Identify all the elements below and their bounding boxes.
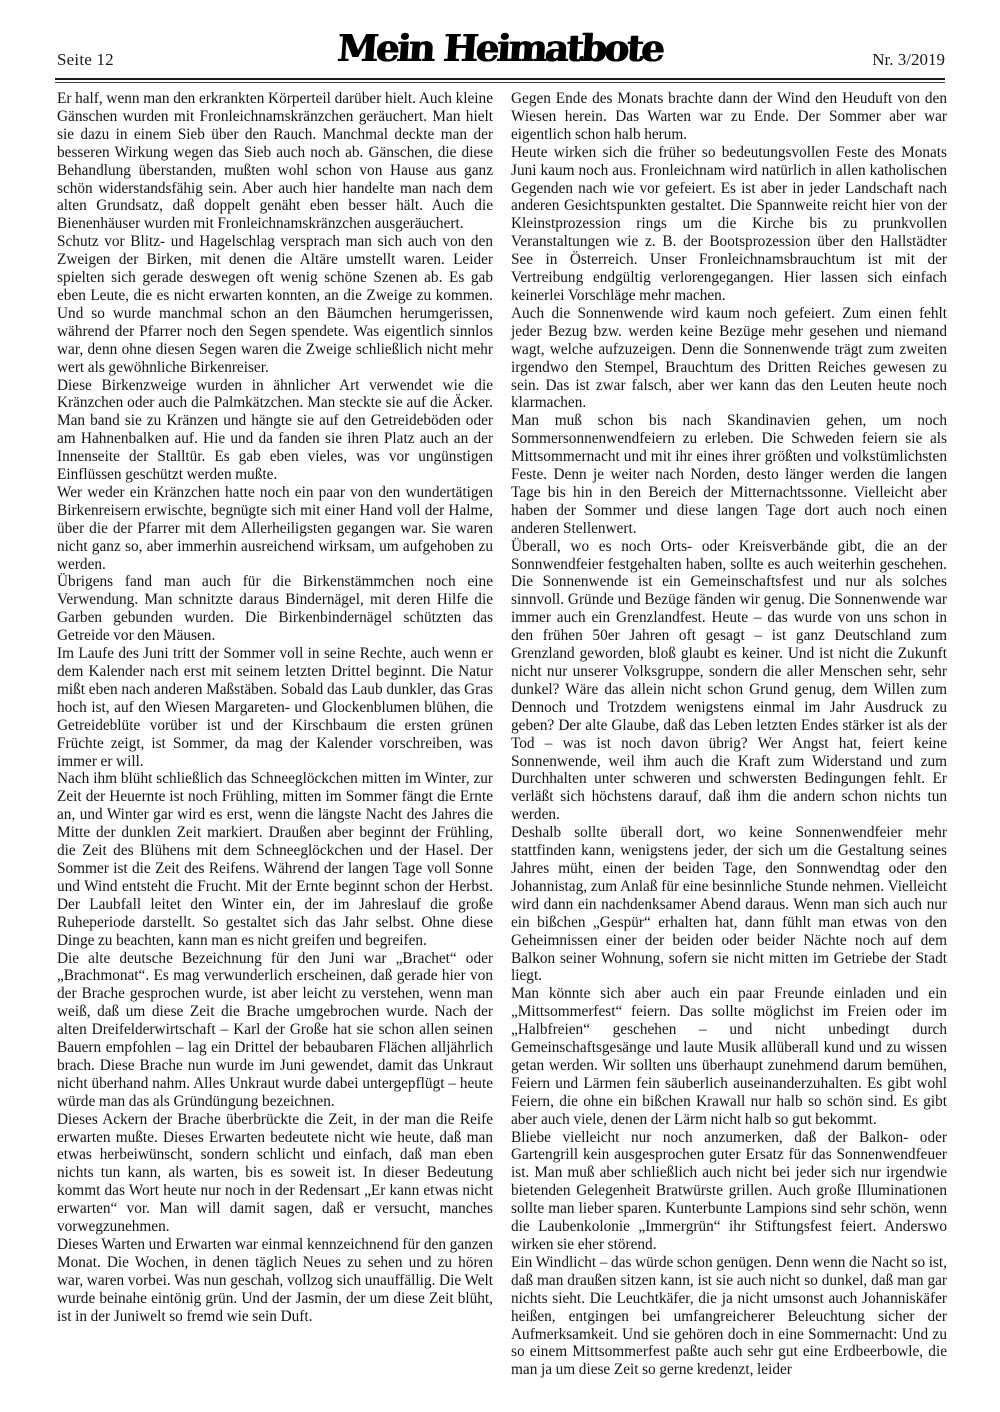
paragraph: Man könnte sich aber auch ein paar Freunde einladen und ein „Mittsommerfest“ feiern. Das sollte möglichst im Freien oder im „Halbfreien“ geschehen – und nicht unbedingt durch Gemeinschaftsgesänge und laute Musik allüberall kund und zu wissen getan werden. Wir sollten uns überhaupt zunehmend darum bemühen, Feiern und Lärmen fein säuberlich auseinanderzuhalten. Es gibt wohl Feiern, die ohne ein bißchen Krawall nur halb so schön sind. Es gibt aber auch viele, denen der Lärm nicht halb so gut bekommt. xyxy=(511,985,947,1128)
header-divider-rule xyxy=(55,78,945,83)
paragraph: Im Laufe des Juni tritt der Sommer voll in seine Rechte, auch wenn er dem Kalender nach erst mit seinem letzten Drittel beginnt. Die Natur mißt eben nach anderen Maßstäben. Sobald das Laub dunkler, das Gras hoch ist, auf den Wiesen Margareten- und Glockenblumen blühen, die Getreideblüte vorüber ist und der Kirschbaum die ersten grünen Früchte zeigt, ist Sommer, da mag der Kalender vorschreiben, was immer er will. xyxy=(57,645,493,770)
paragraph: Die alte deutsche Bezeichnung für den Juni war „Brachet“ oder „Brachmonat“. Es mag verwunderlich erscheinen, daß gerade hier von der Brache gesprochen wurde, ist aber leicht zu verstehen, wenn man weiß, daß um diese Zeit die Brache umgebrochen wurde. Nach der alten Dreifelderwirtschaft – Karl der Große hat sie schon allen seinen Bauern empfohlen – lag ein Drittel der bebaubaren Flächen alljährlich brach. Diese Brache nun wurde im Juni gewendet, damit das Unkraut nicht überhand nahm. Alles Unkraut wurde dabei untergepflügt – heute würde man das als Gründüngung bezeichnen. xyxy=(57,949,493,1110)
page-header xyxy=(55,0,945,80)
right-column xyxy=(511,90,947,1379)
paragraph: Man muß schon bis nach Skandinavien gehen, um noch Sommersonnenwendfeiern zu erleben. Die Schweden feiern sie als Mittsommernacht und mit ihr eines ihrer größten und volkstümlichsten Feste. Denn je weiter nach Norden, desto länger werden die langen Tage bis hin in den Bereich der Mitternachtssonne. Vielleicht aber haben der Sommer und diese langen Tage dort auch noch einen anderen Stellenwert. xyxy=(511,412,947,537)
paragraph: Wer weder ein Kränzchen hatte noch ein paar von den wundertätigen Birkenreisern erwischte, begnügte sich mit einer Hand voll der Halme, über die der Pfarrer mit dem Allerheiligsten gegangen war. Sie waren nicht ganz so, aber immerhin ausreichend wirksam, um aufgehoben zu werden. xyxy=(57,483,493,573)
paragraph: Heute wirken sich die früher so bedeutungsvollen Feste des Monats Juni kaum noch aus. Fronleichnam wird natürlich in allen katholischen Gegenden nach wie vor gefeiert. Es ist aber in jeder Landschaft nach anderen Gesichtspunkten gestaltet. Die Spannweite reicht hier von der Kleinstprozession rings um die Kirche bis zu prunkvollen Veranstaltungen wie z. B. der Bootsprozession über den Hallstädter See in Österreich. Unser Fronleichnamsbrauchtum ist mit der Vertreibung endgültig verlorengegangen. Hier lassen sich einfach keinerlei Vorschläge mehr machen. xyxy=(511,143,947,304)
page-number-label: Seite 12 xyxy=(57,50,114,69)
paragraph: Ein Windlicht – das würde schon genügen. Denn wenn die Nacht so ist, daß man draußen sitzen kann, ist sie auch nicht so dunkel, daß man gar nichts sieht. Die Leuchtkäfer, die ja nicht umsonst auch Johanniskäfer heißen, entgingen bei umfangreicherer Beleuchtung sicher der Aufmerksamkeit. Und sie gehören doch in eine Sommernacht: Und zu so einem Mittsommerfest paßte auch sehr gut eine Erdbeerbowle, die man ja um diese Zeit so gerne kredenzt, leider xyxy=(511,1253,947,1379)
paragraph: Nach ihm blüht schließlich das Schneeglöckchen mitten im Winter, zur Zeit der Heuernte ist noch Frühling, mitten im Sommer fängt die Ernte an, und Winter gar wird es erst, wenn die längste Nacht des Jahres die Mitte der dunklen Zeit markiert. Draußen aber beginnt der Frühling, die Zeit des Blühens mit dem Schneeglöckchen und der Hasel. Der Sommer ist die Zeit des Reifens. Während der langen Tage voll Sonne und Wind entsteht die Frucht. Mit der Ernte beginnt schon der Herbst. Der Laubfall leitet den Winter ein, der im Jahreslauf die große Ruheperiode darstellt. So gestaltet sich das Jahr selbst. Ohne diese Dinge zu beachten, kann man es nicht greifen und begreifen. xyxy=(57,770,493,949)
paragraph: Auch die Sonnenwende wird kaum noch gefeiert. Zum einen fehlt jeder Bezug bzw. werden keine Bezüge mehr gesehen und niemand wagt, welche aufzuzeigen. Denn die Sonnenwende trägt zum zweiten irgendwo den Stempel, Brauchtum des Dritten Reiches gewesen zu sein. Das ist zwar falsch, aber wer kann das den Leuten heute noch klarmachen. xyxy=(511,304,947,412)
article-body xyxy=(57,90,947,1379)
paragraph: Er half, wenn man den erkrankten Körperteil darüber hielt. Auch kleine Gänschen wurden mit Fronleichnamskränzchen geräuchert. Man hielt sie dazu in einem Sieb über den Rauch. Manchmal deckte man der besseren Wirkung wegen das Sieb auch noch ab. Gänschen, die diese Behandlung überstanden, mußten wohl schon von Hause aus ganz schön widerstandsfähig sein. Aber auch hier handelte man nach dem alten Grundsatz, daß doppelt genäht eben besser hält. Auch die Bienenhäuser wurden mit Fronleichnamskränzchen ausgeräuchert. xyxy=(57,90,493,233)
issue-number-label: Nr. 3/2019 xyxy=(872,50,945,69)
paragraph: Diese Birkenzweige wurden in ähnlicher Art verwendet wie die Kränzchen oder auch die Palmkätzchen. Man steckte sie auf die Äcker. Man band sie zu Kränzen und hängte sie auf den Getreideböden oder am Hahnenbalken auf. Hie und da fanden sie ihren Platz auch an der Innenseite der Stalltür. Es gab eben vieles, was vor ungünstigen Einflüssen geschützt werden mußte. xyxy=(57,376,493,484)
paragraph: Überall, wo es noch Orts- oder Kreisverbände gibt, die an der Sonnwendfeier festgehalten haben, sollte es auch weiterhin geschehen. Die Sonnenwende ist ein Gemeinschaftsfest und nur als solches sinnvoll. Gründe und Bezüge fänden wir genug. Die Sonnenwende war immer auch ein Grenzlandfest. Heute – das wurde von uns schon in den frühen 50er Jahren oft gesagt – ist ganz Deutschland zum Grenzland geworden, bloß glaubt es keiner. Und ist nicht die Zukunft nicht nur unserer Volksgruppe, sondern die aller Menschen sehr, sehr dunkel? Wäre das allein nicht schon Grund genug, dem Willen zum Dennoch und Trotzdem wenigstens einmal im Jahr Ausdruck zu geben? Der alte Glaube, daß das Leben letzten Endes stärker ist als der Tod – was ist noch davon übrig? Wer Angst hat, feiert keine Sonnenwende, weil ihm auch die Kraft zum Widerstand und zum Durchhalten unter schweren und schwersten Bedingungen fehlt. Er verläßt sich höchstens darauf, daß ihm die andern schon nichts tun werden. xyxy=(511,537,947,824)
paragraph: Dieses Ackern der Brache überbrückte die Zeit, in der man die Reife erwarten mußte. Dieses Erwarten bedeutete nicht wie heute, daß man etwas herbeiwünscht, sondern schlicht und einfach, daß man eben nichts tun kann, als warten, bis es soweit ist. In dieser Bedeutung kommt das Wort heute nur noch in der Redensart „Er kann etwas nicht erwarten“ vor. Man will damit sagen, daß er versucht, manches vorwegzunehmen. xyxy=(57,1110,493,1236)
paragraph: Bliebe vielleicht nur noch anzumerken, daß der Balkon- oder Gartengrill kein ausgesprochen guter Ersatz für das Sonnenwendfeuer ist. Man muß aber schließlich auch nicht bei jeder sich nur irgendwie bietenden Gelegenheit Bratwürste grillen. Auch große Illuminationen sollte man lieber sparen. Kunterbunte Lampions sind sehr schön, wenn die Laubenkolonie „Immergrün“ ihr Stiftungsfest feiert. Anderswo wirken sie eher störend. xyxy=(511,1128,947,1253)
paragraph: Deshalb sollte überall dort, wo keine Sonnenwendfeier mehr stattfinden kann, wenigstens jeder, der sich um die Gestaltung seines Jahres müht, einen der beiden Tage, den Sonnwendtag oder den Johannistag, zum Anlaß für eine besinnliche Stunde nehmen. Vielleicht wird dann ein nachdenksamer Abend daraus. Wenn man sich auch nur ein bißchen „Gespür“ erhalten hat, dann fühlt man etwas von den Geheimnissen einer der beiden oder beider Nächte noch auf dem Balkon seiner Wohnung, sofern sie nicht mitten im Getriebe der Stadt liegt. xyxy=(511,824,947,985)
paragraph: Schutz vor Blitz- und Hagelschlag versprach man sich auch von den Zweigen der Birken, mit denen die Altäre umstellt waren. Leider spielten sich gerade deswegen oft wenig schöne Szenen ab. Es gab eben Leute, die es nicht erwarten konnten, an die Zweige zu kommen. Und so wurde manchmal schon an den Bäumchen herumgerissen, während der Pfarrer noch den Segen spendete. Was eigentlich sinnlos war, denn ohne diesen Segen waren die Zweige schließlich nicht mehr wert als gewöhnliche Birkenreiser. xyxy=(57,233,493,376)
paragraph: Gegen Ende des Monats brachte dann der Wind den Heuduft von den Wiesen herein. Das Warten war zu Ende. Der Sommer aber war eigentlich schon halb herum. xyxy=(511,90,947,143)
paragraph: Übrigens fand man auch für die Birkenstämmchen noch eine Verwendung. Man schnitzte daraus Bindernägel, mit deren Hilfe die Garben gebunden wurden. Die Birkenbindernägel schützten das Getreide vor den Mäusen. xyxy=(57,573,493,645)
left-column xyxy=(57,90,493,1379)
masthead-title: Mein Heimatbote xyxy=(336,26,664,70)
paragraph: Dieses Warten und Erwarten war einmal kennzeichnend für den ganzen Monat. Die Wochen, in denen täglich Neues zu sehen und zu hören war, waren vorbei. Was nun geschah, vollzog sich unauffällig. Die Welt wurde beinahe eintönig grün. Und der Jasmin, der um diese Zeit blüht, ist in der Juniwelt so fremd wie sein Duft. xyxy=(57,1236,493,1325)
